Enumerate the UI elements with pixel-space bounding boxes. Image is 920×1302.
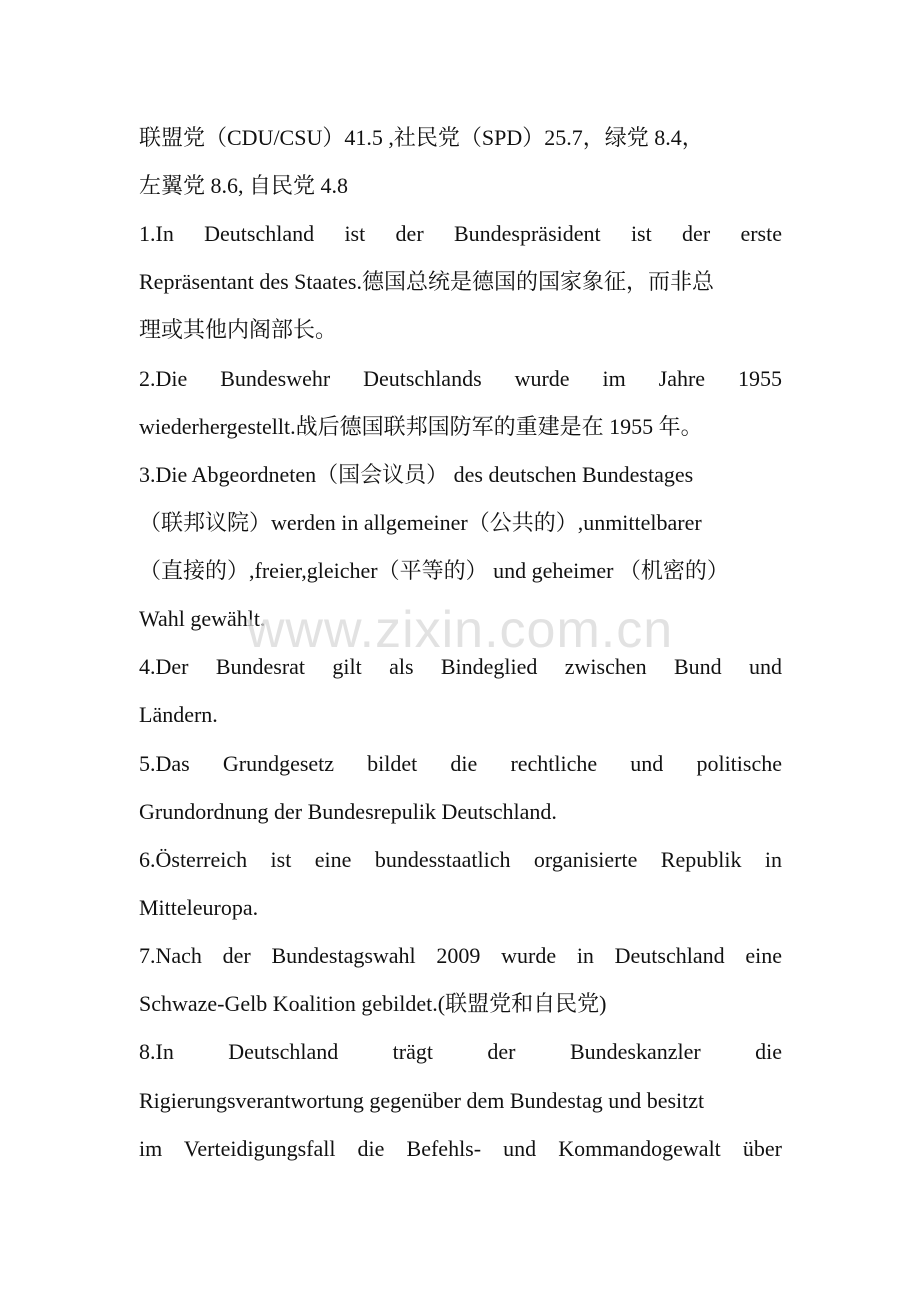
text-line-item-2: 2.Die Bundeswehr Deutschlands wurde im Jahre 1955 <box>139 366 782 391</box>
text-line-item-7-end: Schwaze-Gelb Koalition gebildet.(联盟党和自民党) <box>139 991 607 1016</box>
text-line-party-results-cont: 左翼党 8.6, 自民党 4.8 <box>139 173 349 198</box>
text-line-item-8: 8.In Deutschland trägt der Bundeskanzler die <box>139 1039 782 1064</box>
text-line-item-3-cont: （联邦议院）werden in allgemeiner（公共的）,unmittelbarer <box>139 510 702 535</box>
watermark: www.zixin.com.cn <box>246 601 674 659</box>
text-line-item-8-cont2: im Verteidigungsfall die Befehls- und Kommandogewalt über <box>139 1136 782 1161</box>
text-line-item-1-cont: Repräsentant des Staates.德国总统是德国的国家象征，而非总 <box>139 269 714 294</box>
text-line-item-6-end: Mitteleuropa. <box>139 895 259 920</box>
text-line-item-3: 3.Die Abgeordneten（国会议员） des deutschen Bundestages <box>139 462 694 487</box>
text-line-item-3-end: Wahl gewählt. <box>139 606 266 631</box>
text-line-party-results: 联盟党（CDU/CSU）41.5 ,社民党（SPD）25.7，绿党 8.4， <box>139 125 704 150</box>
text-line-item-1-end: 理或其他内阁部长。 <box>139 317 338 342</box>
text-line-item-6: 6.Österreich ist eine bundesstaatlich organisierte Republik in <box>139 847 782 872</box>
text-line-item-4-end: Ländern. <box>139 702 218 727</box>
text-line-item-4: 4.Der Bundesrat gilt als Bindeglied zwischen Bund und <box>139 654 782 679</box>
text-line-item-1: 1.In Deutschland ist der Bundespräsident ist der erste <box>139 221 782 246</box>
text-line-item-8-cont: Rigierungsverantwortung gegenüber dem Bundestag und besitzt <box>139 1088 705 1113</box>
text-line-item-7: 7.Nach der Bundestagswahl 2009 wurde in Deutschland eine <box>139 943 782 968</box>
text-line-item-3-cont2: （直接的）,freier,gleicher（平等的） und geheimer （机密的） <box>139 558 729 583</box>
text-line-item-5: 5.Das Grundgesetz bildet die rechtliche und politische <box>139 751 782 776</box>
text-line-item-2-cont: wiederhergestellt.战后德国联邦国防军的重建是在 1955 年。 <box>139 414 703 439</box>
text-line-item-5-end: Grundordnung der Bundesrepulik Deutschland. <box>139 799 557 824</box>
